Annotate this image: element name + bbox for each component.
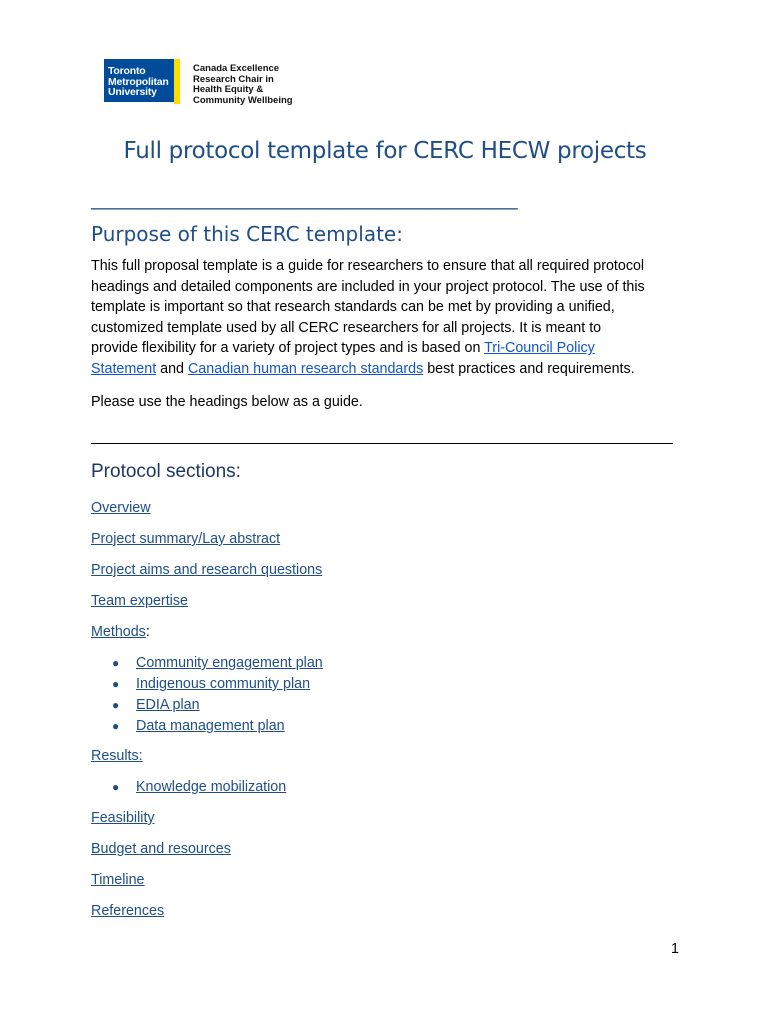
- toc-aims: [91, 562, 322, 578]
- toc-timeline: [91, 872, 145, 888]
- list-item: [112, 676, 310, 692]
- toc-results: [91, 748, 143, 764]
- cerc-line: Canada Excellence: [193, 63, 280, 74]
- and-text: and: [156, 360, 188, 377]
- tmu-line: Toronto: [108, 65, 146, 77]
- cerc-line: Research Chair in: [193, 73, 274, 85]
- bullet-icon: ●: [112, 677, 120, 691]
- list-item: [112, 779, 286, 795]
- toc-feasibility: [91, 810, 155, 826]
- bullet-icon: ●: [112, 656, 120, 670]
- timeline-link[interactable]: Timeline: [91, 872, 145, 888]
- bullet-icon: ●: [112, 780, 120, 794]
- horizontal-divider: [91, 443, 673, 444]
- purpose-line: provide flexibility for a variety of project types and is based on: [91, 340, 485, 357]
- canadian-standards-link[interactable]: Canadian human research standards: [187, 360, 424, 377]
- list-item: [112, 718, 285, 734]
- toc-summary: [91, 531, 280, 547]
- indigenous-plan-link[interactable]: Indigenous community plan: [136, 676, 311, 692]
- document-title: Full protocol template for CERC HECW projects: [123, 138, 647, 164]
- methods-link[interactable]: Methods: [91, 624, 146, 640]
- purpose-line: template is important so that research standards can be met by providing a unified,: [91, 299, 615, 316]
- bullet-icon: ●: [112, 719, 120, 733]
- toc-methods: [91, 624, 150, 640]
- budget-link[interactable]: Budget and resources: [91, 841, 231, 857]
- purpose-line: headings and detailed components are included in your project protocol. The use of this: [91, 278, 645, 295]
- tmu-line: Metropolitan: [108, 75, 169, 88]
- purpose-paragraph: [91, 256, 691, 412]
- toc-budget: [91, 841, 231, 857]
- aims-link[interactable]: Project aims and research questions: [91, 562, 323, 578]
- tmu-wordmark: [104, 59, 176, 102]
- toc-references: [91, 903, 164, 919]
- community-engagement-link[interactable]: Community engagement plan: [136, 655, 323, 671]
- tri-council-link-continued[interactable]: Statement: [91, 360, 157, 377]
- knowledge-mobilization-link[interactable]: Knowledge mobilization: [136, 779, 287, 795]
- list-item: [112, 655, 323, 671]
- cerc-line: Health Equity &: [193, 84, 264, 96]
- methods-colon: :: [145, 624, 150, 640]
- edia-plan-link[interactable]: EDIA plan: [136, 697, 200, 713]
- tri-council-link[interactable]: Tri-Council Policy: [484, 340, 595, 357]
- references-link[interactable]: References: [91, 903, 165, 919]
- guide-note: Please use the headings below as a guide.: [91, 393, 363, 410]
- tmu-logo: [104, 59, 176, 109]
- purpose-line: This full proposal template is a guide for researchers to ensure that all required protocol: [91, 258, 645, 274]
- sections-heading: Protocol sections:: [91, 461, 241, 482]
- bullet-icon: ●: [112, 698, 120, 712]
- cerc-wordmark: [193, 64, 293, 106]
- data-management-link[interactable]: Data management plan: [136, 718, 285, 734]
- purpose-heading: Purpose of this CERC template:: [91, 222, 403, 246]
- results-link[interactable]: Results:: [91, 748, 143, 764]
- toc-overview: [91, 500, 151, 516]
- dashed-divider: ____________________________________________: [91, 188, 518, 210]
- cerc-line: Community Wellbeing: [193, 94, 293, 106]
- overview-link[interactable]: Overview: [91, 500, 151, 516]
- toc-team: [91, 593, 188, 609]
- tmu-line: University: [108, 86, 157, 98]
- purpose-line: customized template used by all CERC researchers for all projects. It is meant to: [91, 319, 602, 336]
- team-link[interactable]: Team expertise: [91, 593, 188, 609]
- summary-link[interactable]: Project summary/Lay abstract: [91, 531, 281, 547]
- list-item: [112, 697, 200, 713]
- feasibility-link[interactable]: Feasibility: [91, 810, 155, 826]
- page-number: 1: [671, 941, 679, 957]
- purpose-suffix: best practices and requirements.: [423, 360, 635, 377]
- tmu-yellow-bar: [174, 59, 180, 104]
